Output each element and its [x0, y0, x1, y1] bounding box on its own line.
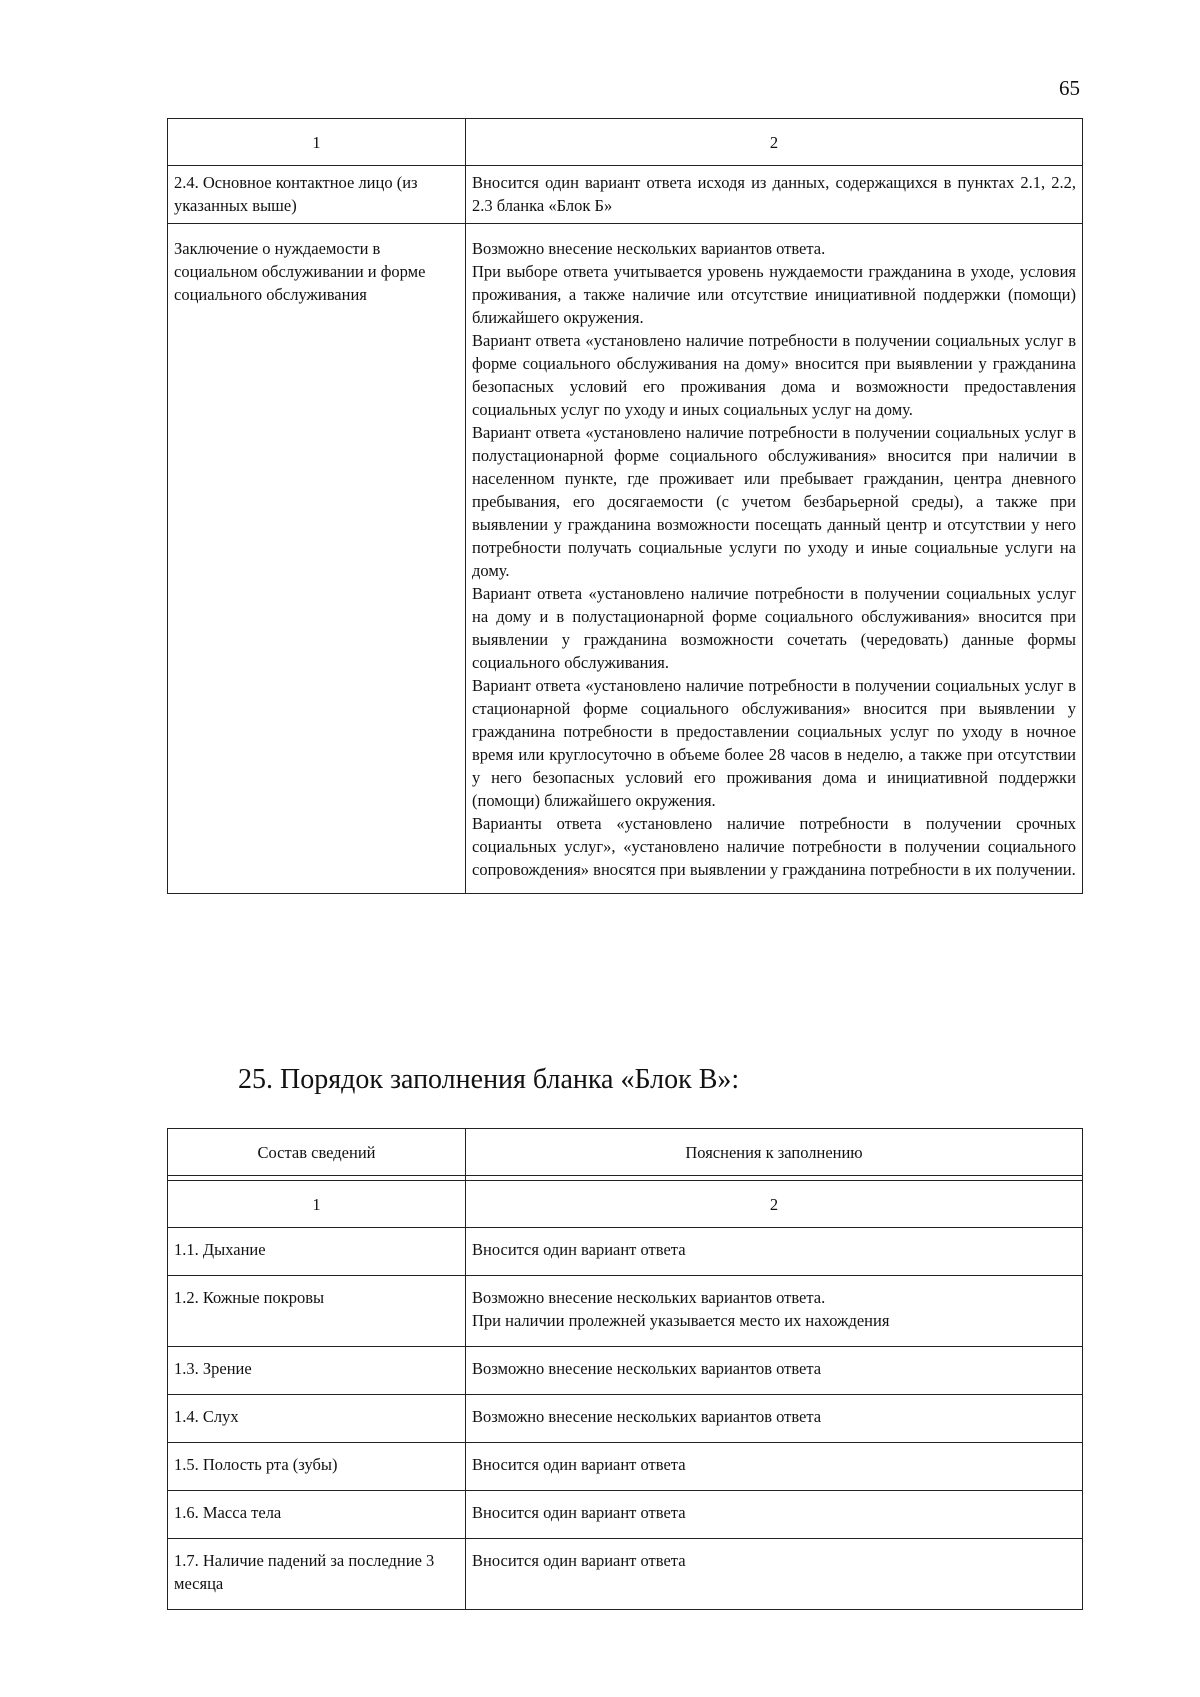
row-label: Заключение о нуждаемости в социальном обслуживании и форме социального обслуживания — [168, 224, 466, 894]
row-explanation — [466, 1347, 1083, 1395]
explanation-paragraph: При выборе ответа учитывается уровень нуждаемости гражданина в уходе, условия проживания, а также наличие или отсутствие инициативной поддержки (помощи) ближайшего окружения. — [472, 262, 1076, 327]
explanation-line: При наличии пролежней указывается место их нахождения — [472, 1311, 890, 1330]
column-number-row — [168, 119, 1083, 166]
explanation-line: Возможно внесение нескольких вариантов ответа — [472, 1359, 822, 1378]
header-row — [168, 1129, 1083, 1176]
explanation-paragraph: Возможно внесение нескольких вариантов ответа. — [472, 239, 826, 258]
explanation-paragraph: Вариант ответа «установлено наличие потребности в получении социальных услуг на дому и в полустационарной форме социального обслуживания» вносится при выявлении у гражданина возможности сочетать (чередовать) данные формы социального обслуживания. — [472, 584, 1076, 672]
row-explanation — [466, 1276, 1083, 1347]
column-number-1: 1 — [168, 119, 466, 166]
page-number: 65 — [1059, 76, 1080, 100]
explanation-paragraph: Вариант ответа «установлено наличие потребности в получении социальных услуг в форме социального обслуживания на дому» вносится при выявлении у гражданина безопасных условий его проживания дома и возможности предоставления социальных услуг по уходу и иных социальных услуг на дому. — [472, 331, 1076, 419]
row-label: 1.4. Слух — [168, 1395, 466, 1443]
table-row — [168, 166, 1083, 224]
table-row — [168, 1276, 1083, 1347]
explanation-line: Возможно внесение нескольких вариантов ответа. — [472, 1288, 826, 1307]
table-row — [168, 1491, 1083, 1539]
row-explanation — [466, 166, 1083, 224]
column-number-row — [168, 1181, 1083, 1228]
table-row — [168, 1347, 1083, 1395]
table-row — [168, 1539, 1083, 1610]
table-row — [168, 1395, 1083, 1443]
row-explanation — [466, 224, 1083, 894]
table-top — [167, 118, 1083, 894]
table-row — [168, 224, 1083, 894]
explanation-paragraph: Вносится один вариант ответа исходя из данных, содержащихся в пунктах 2.1, 2.2, 2.3 бланка «Блок Б» — [472, 173, 1076, 215]
table-row — [168, 1228, 1083, 1276]
explanation-line: Вносится один вариант ответа — [472, 1240, 686, 1259]
row-explanation — [466, 1395, 1083, 1443]
explanation-line: Возможно внесение нескольких вариантов ответа — [472, 1407, 822, 1426]
row-label: 1.7. Наличие падений за последние 3 месяца — [168, 1539, 466, 1610]
table-row — [168, 1443, 1083, 1491]
section-heading: 25. Порядок заполнения бланка «Блок В»: — [238, 1064, 740, 1095]
explanation-paragraph: Варианты ответа «установлено наличие потребности в получении срочных социальных услуг», «установлено наличие потребности в получении социального сопровождения» вносятся при выявлении у гражданина потребности в их получении. — [472, 814, 1076, 879]
row-explanation — [466, 1539, 1083, 1610]
explanation-line: Вносится один вариант ответа — [472, 1455, 686, 1474]
row-label: 2.4. Основное контактное лицо (из указанных выше) — [168, 166, 466, 224]
column-number-2: 2 — [466, 1181, 1083, 1228]
column-header-2: Пояснения к заполнению — [466, 1129, 1083, 1176]
column-number-1: 1 — [168, 1181, 466, 1228]
explanation-paragraph: Вариант ответа «установлено наличие потребности в получении социальных услуг в стационарной форме социального обслуживания» вносится при выявлении у гражданина потребности в предоставлении социальных услуг по уходу в ночное время или круглосуточно в объеме более 28 часов в неделю, а также при отсутствии у него безопасных условий его проживания дома и инициативной поддержки (помощи) ближайшего окружения. — [472, 676, 1076, 810]
column-number-2: 2 — [466, 119, 1083, 166]
explanation-line: Вносится один вариант ответа — [472, 1551, 686, 1570]
column-header-1: Состав сведений — [168, 1129, 466, 1176]
explanation-line: Вносится один вариант ответа — [472, 1503, 686, 1522]
row-explanation — [466, 1228, 1083, 1276]
row-label: 1.5. Полость рта (зубы) — [168, 1443, 466, 1491]
row-label: 1.3. Зрение — [168, 1347, 466, 1395]
explanation-paragraph: Вариант ответа «установлено наличие потребности в получении социальных услуг в полустационарной форме социального обслуживания» вносится при наличии в населенном пункте, где проживает или пребывает гражданин, центра дневного пребывания, его досягаемости (с учетом безбарьерной среды), а также при выявлении у гражданина возможности посещать данный центр и отсутствии у него потребности получать социальные услуги по уходу и иные социальные услуги на дому. — [472, 423, 1076, 580]
row-label: 1.2. Кожные покровы — [168, 1276, 466, 1347]
table-bottom — [167, 1128, 1083, 1610]
row-label: 1.6. Масса тела — [168, 1491, 466, 1539]
row-label: 1.1. Дыхание — [168, 1228, 466, 1276]
row-explanation — [466, 1443, 1083, 1491]
row-explanation — [466, 1491, 1083, 1539]
